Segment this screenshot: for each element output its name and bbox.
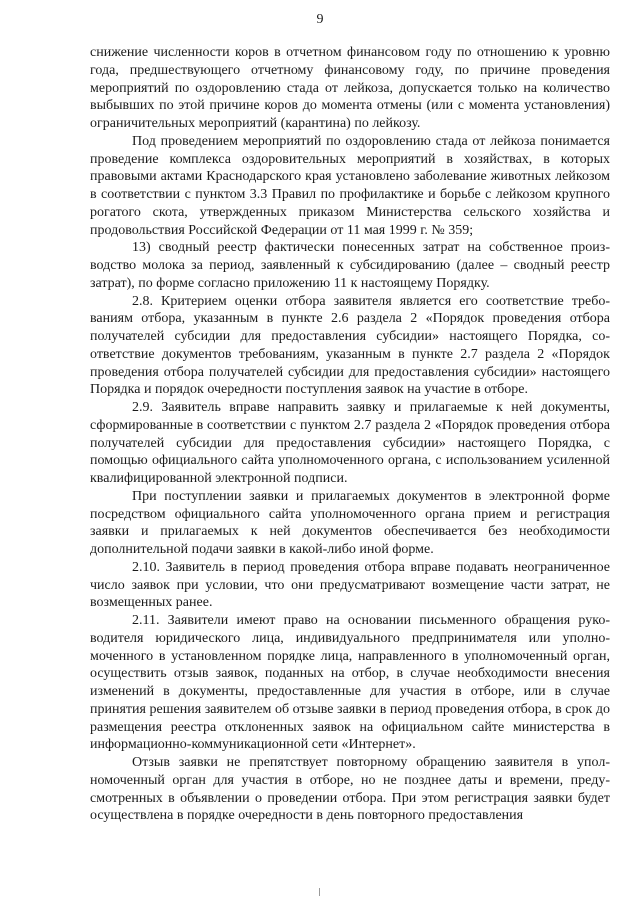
paragraph-leukosis-cow-reduction: снижение численности коров в отчетном финансовом году по отношению к уровню года, предшествующего отчетному финансовому году, по причине проведения мероприятий по оздоровлению стада от лейкоза, допускается только на количество выбывших по этой причине коров до момента отмены (или с момента установления) ограничительных мероприятий (карантина) по лейкозу. bbox=[90, 45, 610, 131]
paragraph-electronic-registration: При поступлении заявки и прилагаемых документов в электронной форме посредством официального сайта уполномоченного органа прием и регистрация заявки и прилагаемых к ней документов обеспечивается без необходимости дополнительной подачи заявки в какой-либо иной форме. bbox=[90, 488, 610, 557]
paragraph-2-10-unlimited-applications: 2.10. Заявитель в период проведения отбора вправе подавать неограниченное число заявок при условии, что они предусматривают возмещение части затрат, не возмещенных ранее. bbox=[90, 559, 610, 611]
paragraph-withdrawal-reapplication: Отзыв заявки не препятствует повторному обращению заявителя в уполномоченный орган для участия в отборе, но не позднее даты и времени, предусмотренных в объявлении о проведении отбора. При этом регистрация заявки будет осуществлена в порядке очередности в день повторного предоставления bbox=[90, 755, 610, 824]
page-number: 9 bbox=[316, 12, 324, 27]
paragraph-leukosis-measures-definition: Под проведением мероприятий по оздоровлению стада от лейкоза понимается проведение комплекса оздоровительных мероприятий в хозяйствах, в которых правовыми актами Краснодарского края установлено заболевание животных лейкозом в соответствии с пунктом 3.3 Правил по профилактике и борьбе с лейкозом крупного рогатого скота, утвержденных приказом Министерства сельского хозяйства и продовольствия Российской Федерации от 11 мая 1999 г. № 359; bbox=[90, 133, 610, 238]
document-body bbox=[90, 44, 610, 825]
paragraph-2-9-electronic-submission: 2.9. Заявитель вправе направить заявку и прилагаемые к ней документы, сформированные в соответствии с пунктом 2.7 раздела 2 «Порядок проведения отбора получателей субсидии для предоставления субсидии» настоящего Порядка, с помощью официального сайта уполномоченного органа, с использованием усиленной квалифицированной электронной подписи. bbox=[90, 400, 610, 486]
paragraph-item-13-cost-register: 13) сводный реестр фактически понесенных затрат на собственное производство молока за период, заявленный к субсидированию (далее – сводный реестр затрат), по форме согласно приложению 11 к настоящему Порядку. bbox=[90, 240, 610, 291]
scan-footer-mark bbox=[319, 888, 320, 896]
paragraph-2-8-evaluation-criterion: 2.8. Критерием оценки отбора заявителя является его соответствие требованиям отбора, указанным в пункте 2.6 раздела 2 «Порядок проведения отбора получателей субсидии для предоставления субсидии» настоящего Порядка, соответствие документов требованиям, указанным в пункте 2.7 раздела 2 «Порядок проведения отбора получателей субсидии для предоставления субсидии» настоящего Порядка и порядок очередности поступления заявок на участие в отборе. bbox=[90, 293, 610, 398]
paragraph-2-11-withdrawal-right: 2.11. Заявители имеют право на основании письменного обращения руководителя юридического лица, индивидуального предпринимателя или уполномоченного в установленном порядке лица, направленного в уполномоченный орган, осуществить отзыв заявок, поданных на отбор, в случае необходимости внесения изменений в документы, предоставленные для участия в отборе, или в случае принятия решения заявителем об отзыве заявки в период проведения отбора, в срок до размещения реестра отклоненных заявок на официальном сайте министерства в информационно-коммуникационной сети «Интернет». bbox=[90, 613, 610, 753]
